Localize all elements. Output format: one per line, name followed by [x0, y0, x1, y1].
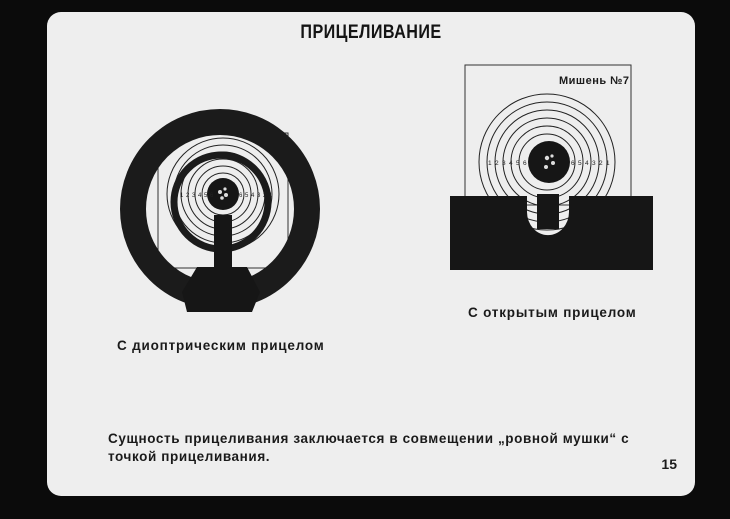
open-sight-diagram — [450, 65, 653, 270]
slide — [47, 12, 695, 496]
caption-open-sight: С открытым прицелом — [468, 305, 637, 320]
diopter-front-sight-base — [182, 267, 260, 312]
svg-text:4: 4 — [198, 193, 202, 199]
svg-text:2: 2 — [495, 160, 499, 167]
svg-text:2: 2 — [263, 193, 267, 199]
svg-text:6: 6 — [239, 193, 243, 199]
svg-text:6: 6 — [571, 160, 575, 167]
svg-text:5: 5 — [578, 160, 582, 167]
svg-text:1: 1 — [180, 193, 184, 199]
svg-text:3: 3 — [192, 193, 196, 199]
svg-text:3: 3 — [502, 160, 506, 167]
svg-text:4: 4 — [509, 160, 513, 167]
svg-text:6: 6 — [210, 193, 214, 199]
svg-text:4: 4 — [251, 193, 255, 199]
svg-text:3: 3 — [257, 193, 261, 199]
svg-text:3: 3 — [592, 160, 596, 167]
svg-text:1: 1 — [269, 193, 273, 199]
diopter-front-sight-post — [214, 215, 232, 267]
svg-text:4: 4 — [585, 160, 589, 167]
svg-text:2: 2 — [186, 193, 190, 199]
target-label: Мишень №7 — [559, 75, 630, 87]
slide-title: ПРИЦЕЛИВАНИЕ — [300, 22, 442, 43]
svg-text:5: 5 — [204, 193, 208, 199]
svg-text:5: 5 — [245, 193, 249, 199]
diopter-sight-diagram — [133, 122, 307, 312]
svg-text:1: 1 — [488, 160, 492, 167]
svg-text:5: 5 — [516, 160, 520, 167]
svg-text:1: 1 — [606, 160, 610, 167]
open-bullseye — [528, 141, 570, 183]
svg-text:6: 6 — [523, 160, 527, 167]
description-text: Сущность прицеливания заключается в совмещении „ровной мушки“ с точкой прицеливания. — [108, 431, 630, 464]
open-front-sight-post — [537, 194, 559, 229]
page-number: 15 — [661, 456, 677, 472]
caption-diopter-sight: С диоптрическим прицелом — [117, 338, 325, 353]
svg-text:2: 2 — [599, 160, 603, 167]
